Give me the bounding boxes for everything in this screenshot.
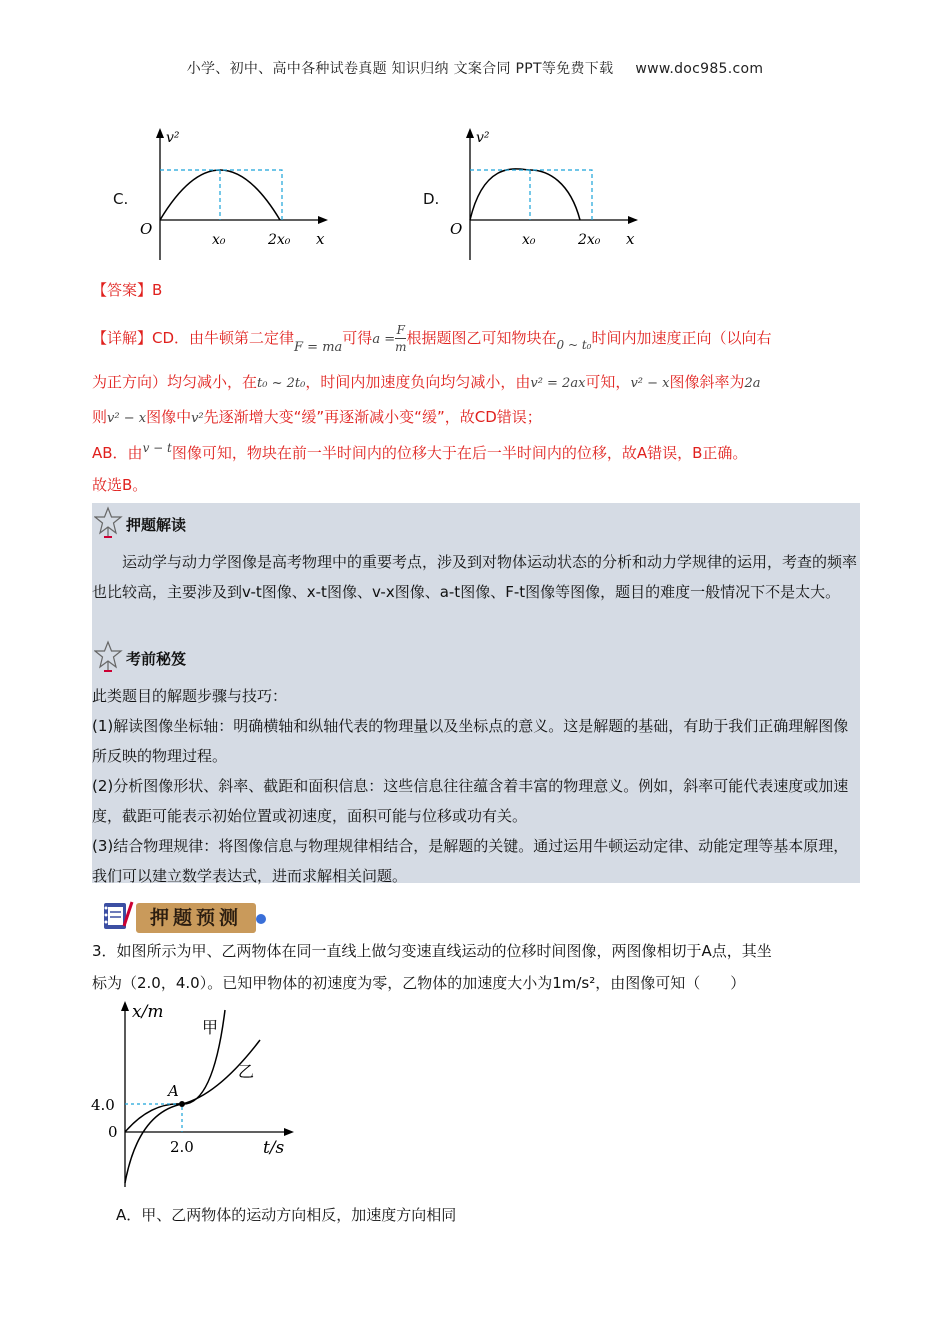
graph-d — [440, 122, 650, 262]
q3-point-a — [179, 1101, 185, 1107]
star-icon — [94, 506, 124, 540]
detail-text: 根据题图乙可知物块在 — [406, 329, 557, 347]
detail-line-3 — [92, 406, 542, 427]
answer-line: 【答案】B — [92, 281, 163, 299]
math-2a: 2a — [744, 376, 761, 391]
detail-text: 为正方向）均匀减小，在 — [92, 373, 258, 391]
box-item-2: (2)分析图像形状、斜率、截距和面积信息：这些信息往往蕴含着丰富的物理意义。例如，斜率可能代表速度或加速度，截距可能表示初始位置或初速度，面积可能与位移或功有关。 — [92, 777, 849, 825]
q3-tick-x2: 2.0 — [170, 1138, 194, 1156]
graph-c-xaxis-label: x — [316, 230, 325, 248]
header-text: 小学、初中、高中各种试卷真题 知识归纳 文案合同 PPT等免费下载 — [186, 61, 614, 77]
graph-d-curve — [470, 169, 580, 220]
math-frac-num: F — [396, 323, 405, 337]
graph-c-y-arrow — [156, 128, 164, 138]
detail-line-5: 故选B。 — [92, 476, 148, 494]
banner-title: 押题预测 — [149, 907, 242, 929]
math-newton: F = ma — [294, 340, 343, 355]
detail-text: 时间内加速度正向（以向右 — [591, 329, 772, 347]
detail-line-2 — [92, 371, 761, 392]
graph-d-dashed-box — [470, 170, 592, 220]
q3-dashed-guides — [125, 1104, 182, 1132]
detail-text: 可知， — [585, 373, 631, 391]
box-title-2: 考前秘笈 — [126, 650, 187, 668]
graph-d-2x0: 2x₀ — [578, 232, 601, 248]
graph-d-x0: x₀ — [522, 232, 536, 248]
box-item-3: (3)结合物理规律：将图像信息与物理规律相结合，是解题的关键。通过运用牛顿运动定律、动能定理等基本原理，我们可以建立数学表达式，进而求解相关问题。 — [92, 837, 849, 885]
detail-text: 图像可知，物块在前一半时间内的位移大于在后一半时间内的位移，故A错误，B正确。 — [171, 444, 748, 462]
graph-d-origin: O — [450, 220, 463, 238]
detail-text: 图像斜率为 — [669, 373, 745, 391]
q3-y-arrow — [121, 1001, 129, 1011]
box-intro: 此类题目的解题步骤与技巧： — [92, 687, 288, 705]
math-v2: v² — [191, 411, 204, 426]
option-d-label: D. — [423, 190, 440, 208]
box-title-1: 押题解读 — [126, 516, 187, 534]
page-header — [0, 58, 950, 78]
math-a: a = — [372, 332, 396, 347]
box-para-1: 运动学与动力学图像是高考物理中的重要考点，涉及到对物体运动状态的分析和动力学规律的运用，考查的频率也比较高，主要涉及到v-t图像、x-t图像、v-x图像、a-t图像、F-t图像等图像，题目的难度一般情况下不是太大。 — [92, 553, 858, 601]
detail-text: AB．由 — [92, 444, 143, 462]
q3-tick-y4: 4.0 — [91, 1096, 115, 1114]
math-v2-x: v² − x — [630, 376, 670, 391]
math-t0-2t0: t₀ ~ 2t₀ — [257, 376, 306, 391]
math-v-t: v − t — [142, 441, 172, 455]
detail-text: 【详解】CD．由牛顿第二定律 — [92, 329, 295, 347]
detail-text: 则 — [92, 408, 108, 426]
question-3-line-1: 3．如图所示为甲、乙两物体在同一直线上做匀变速直线运动的位移时间图像，两图像相切于A点，其坐 — [92, 942, 772, 960]
box-item-1: (1)解读图像坐标轴：明确横轴和纵轴代表的物理量以及坐标点的意义。这是解题的基础，有助于我们正确理解图像所反映的物理过程。 — [92, 717, 849, 765]
q3-label-yi: 乙 — [238, 1062, 255, 1081]
graph-c — [130, 122, 340, 262]
detail-line-1 — [92, 322, 771, 355]
graph-c-x0: x₀ — [212, 232, 226, 248]
notebook-icon — [100, 898, 134, 934]
q3-xlabel: t/s — [263, 1138, 285, 1158]
math-t0: 0 ~ t₀ — [556, 338, 592, 352]
q3-option-a: A．甲、乙两物体的运动方向相反，加速度方向相同 — [116, 1206, 457, 1224]
detail-text: 图像中 — [146, 408, 192, 426]
q3-tick-zero: 0 — [108, 1123, 118, 1141]
graph-d-x-arrow — [628, 216, 638, 224]
graph-c-2x0: 2x₀ — [268, 232, 291, 248]
q3-graph — [88, 995, 298, 1190]
q3-label-a: A — [168, 1082, 179, 1100]
graph-c-ylabel: v² — [166, 130, 180, 146]
graph-d-y-arrow — [466, 128, 474, 138]
math-frac-den: m — [395, 340, 407, 354]
graph-d-ylabel: v² — [476, 130, 490, 146]
banner-dot — [256, 914, 266, 924]
header-site: www.doc985.com — [635, 61, 764, 77]
math-v2-x: v² − x — [107, 411, 147, 426]
graph-d-xaxis-label: x — [626, 230, 635, 248]
math-fraction — [395, 322, 406, 355]
math-v2-2ax: v² = 2ax — [530, 376, 586, 391]
detail-text: 先逐渐增大变“缓”再逐渐减小变“缓”，故CD错误； — [203, 408, 542, 426]
q3-x-arrow — [284, 1128, 294, 1136]
detail-line-4 — [92, 442, 747, 463]
option-c-label: C. — [113, 190, 129, 208]
q3-label-jia: 甲 — [202, 1018, 219, 1037]
detail-text: 可得 — [342, 329, 373, 347]
detail-text: ，时间内加速度负向均匀减小，由 — [305, 373, 531, 391]
q3-ylabel: x/m — [132, 1002, 164, 1022]
graph-c-origin: O — [140, 220, 153, 238]
graph-c-x-arrow — [318, 216, 328, 224]
question-3-line-2: 标为（2.0，4.0）。已知甲物体的初速度为零，乙物体的加速度大小为1m/s²，由图像可知（ ） — [92, 974, 746, 992]
star-icon — [94, 640, 124, 674]
